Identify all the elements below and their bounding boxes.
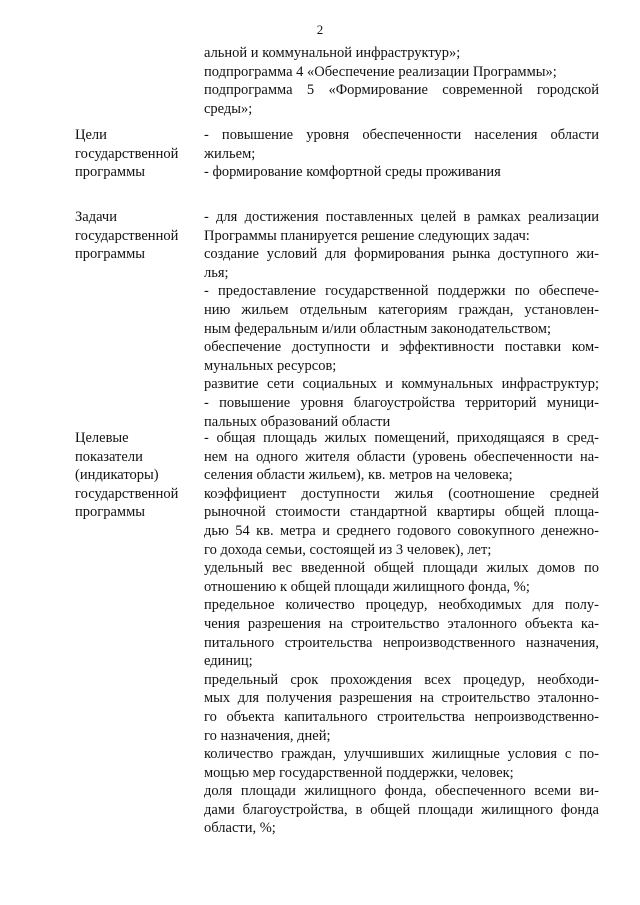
text-line: пальных образований области xyxy=(204,413,391,430)
section-label-tasks: Задачи государственной программы xyxy=(75,209,179,263)
text-line: мунальных ресурсов; xyxy=(204,357,337,374)
text-line: ным федеральным и/или областным законодательством; xyxy=(204,320,551,337)
page-number: 2 xyxy=(316,22,324,37)
text-line: дью 54 кв. метра и среднего годового совокупного денежно- xyxy=(204,522,599,539)
text-line: - формирование комфортной среды проживания xyxy=(204,164,501,181)
text-line: рыночной стоимости стандартной квартиры общей площа- xyxy=(204,504,599,521)
text-line: отношению к общей площади жилищного фонда, %; xyxy=(204,578,530,595)
text-line: развитие сети социальных и коммунальных инфраструктур; xyxy=(204,376,599,393)
text-line: доля площади жилищного фонда, обеспеченного всеми ви- xyxy=(204,783,599,800)
text-line: - повышение уровня обеспеченности населения области xyxy=(204,127,599,143)
text-line: го объекта капитального строительства непроизводственно- xyxy=(204,708,599,725)
section-text-tasks xyxy=(204,208,599,431)
text-line: лья; xyxy=(204,264,229,281)
text-line: удельный вес введенной общей площади жилых домов по xyxy=(204,560,599,577)
section-label-goals: Цели государственной программы xyxy=(75,127,179,181)
text-line: коэффициент доступности жилья (соотношение средней xyxy=(204,485,599,502)
text-line: нию жильем отдельным категориям граждан, установлен- xyxy=(204,301,599,318)
text-line: - повышение уровня благоустройства территорий муници- xyxy=(204,394,599,411)
text-line: подпрограмма 5 «Формирование современной городской xyxy=(204,82,599,99)
text-line: обеспечение доступности и эффективности поставки ком- xyxy=(204,339,599,356)
text-line: мых для получения разрешения на строительство эталонно- xyxy=(204,690,599,707)
text-line: единиц; xyxy=(204,653,253,670)
text-line: мощью мер государственной поддержки, человек; xyxy=(204,764,514,781)
text-line: области, %; xyxy=(204,820,276,837)
text-line: жильем; xyxy=(204,145,256,162)
text-line: питального строительства непроизводственного назначения, xyxy=(204,634,599,651)
text-line: альной и коммунальной инфраструктур»; xyxy=(204,45,461,61)
section-text-goals xyxy=(204,126,599,182)
text-line: го назначения, дней; xyxy=(204,727,331,744)
text-line: Программы планируется решение следующих задач: xyxy=(204,227,530,244)
text-line: - общая площадь жилых помещений, приходящаяся в сред- xyxy=(204,430,599,446)
text-line: предельный срок прохождения всех процедур, необходи- xyxy=(204,671,599,688)
section-text-indicators xyxy=(204,429,599,838)
text-line: - для достижения поставленных целей в рамках реализации xyxy=(204,209,599,225)
text-line: нем на одного жителя области (уровень обеспеченности на- xyxy=(204,448,599,465)
text-line: количество граждан, улучшивших жилищные условия с по- xyxy=(204,746,599,763)
text-line: го дохода семьи, состоящей из 3 человек), лет; xyxy=(204,541,492,558)
text-line: предельное количество процедур, необходимых для полу- xyxy=(204,597,599,614)
text-line: дами благоустройства, в общей площади жилищного фонда xyxy=(204,801,599,818)
text-line: создание условий для формирования рынка доступного жи- xyxy=(204,246,599,263)
text-line: чения разрешения на строительство эталонного объекта ка- xyxy=(204,615,599,632)
text-line: подпрограмма 4 «Обеспечение реализации Программы»; xyxy=(204,63,557,80)
section-label-indicators: Целевые показатели (индикаторы) государственной программы xyxy=(75,430,179,521)
text-line: среды»; xyxy=(204,100,253,117)
text-line: селения области жильем), кв. метров на человека; xyxy=(204,467,513,484)
text-line: - предоставление государственной поддержки по обеспече- xyxy=(204,283,599,300)
intro-text xyxy=(204,44,599,118)
